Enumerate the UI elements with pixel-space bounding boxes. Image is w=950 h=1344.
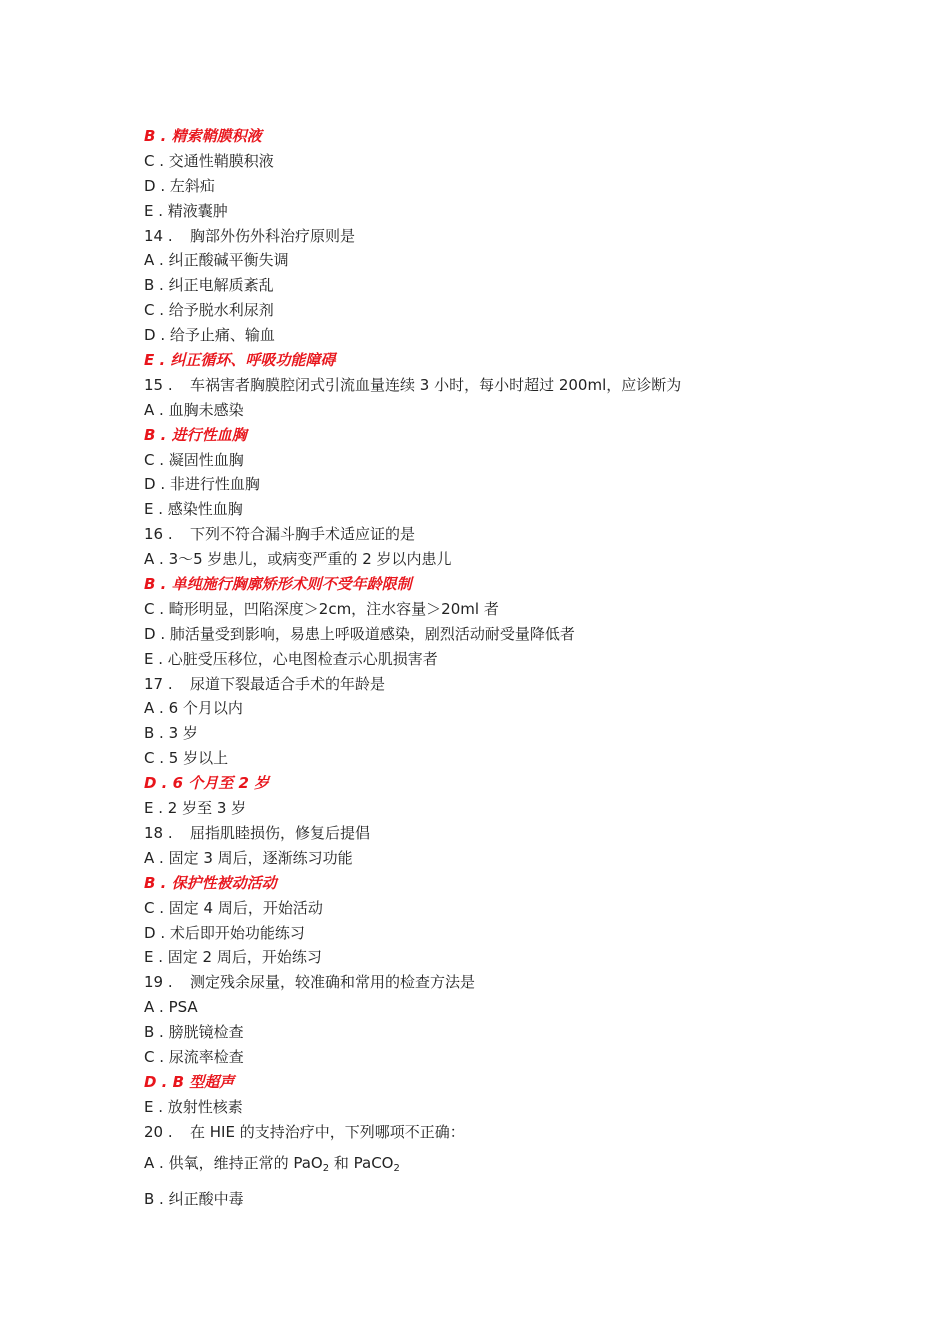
answer-option: D . 给予止痛、输血 <box>144 326 275 345</box>
question-stem <box>144 821 904 846</box>
answer-option: E . 固定 2 周后，开始练习 <box>144 948 322 967</box>
question-stem <box>144 373 904 398</box>
answer-option: C . 畸形明显，凹陷深度＞2cm，注水容量＞20ml 者 <box>144 599 499 618</box>
answer-option: D . 非进行性血胸 <box>144 475 260 494</box>
option-text: 和 PaCO <box>329 1153 394 1172</box>
question-text: 下列不符合漏斗胸手术适应证的是 <box>190 525 416 544</box>
answer-option: E . 感染性血胸 <box>144 500 243 519</box>
question-text: 在 HIE 的支持治疗中，下列哪项不正确： <box>190 1122 465 1141</box>
answer-option: A . 6 个月以内 <box>144 699 243 718</box>
answer-option: E . 心脏受压移位，心电图检查示心肌损害者 <box>144 649 438 668</box>
question-stem <box>144 672 904 697</box>
subscript: 2 <box>393 1162 400 1174</box>
answer-option: D . 术后即开始功能练习 <box>144 923 305 942</box>
subscript: 2 <box>322 1162 330 1174</box>
question-stem <box>144 522 904 547</box>
answer-option: D . 左斜疝 <box>144 176 215 195</box>
answer-option: A . PSA <box>144 998 198 1017</box>
answer-option: C . 给予脱水利尿剂 <box>144 301 274 320</box>
answer-option: E . 放射性核素 <box>144 1097 243 1116</box>
answer-option: B . 膀胱镜检查 <box>144 1023 244 1042</box>
question-number: 14 . <box>144 226 173 245</box>
correct-answer-option: B . 保护性被动活动 <box>144 873 277 892</box>
question-stem <box>144 224 904 249</box>
question-text: 屈指肌睦损伤，修复后提倡 <box>190 823 371 842</box>
answer-option: E . 2 岁至 3 岁 <box>144 799 247 818</box>
answer-option: A . 纠正酸碱平衡失调 <box>144 251 289 270</box>
question-stem <box>144 1120 904 1145</box>
answer-option: D . 肺活量受到影响，易患上呼吸道感染，剧烈活动耐受量降低者 <box>144 624 575 643</box>
question-text: 车祸害者胸膜腔闭式引流血量连续 3 小时，每小时超过 200ml，应诊断为 <box>190 375 682 394</box>
correct-answer-option: B . 进行性血胸 <box>144 425 247 444</box>
answer-option: E . 精液囊肿 <box>144 201 228 220</box>
question-number: 16 . <box>144 525 173 544</box>
question-list <box>144 124 904 1217</box>
answer-option: C . 固定 4 周后，开始活动 <box>144 898 323 917</box>
answer-option: A . 血胸未感染 <box>144 400 244 419</box>
question-text: 尿道下裂最适合手术的年龄是 <box>190 674 386 693</box>
question-number: 17 . <box>144 674 173 693</box>
answer-option: C . 尿流率检查 <box>144 1047 244 1066</box>
question-number: 18 . <box>144 823 173 842</box>
correct-answer-option: D . B 型超声 <box>144 1072 235 1091</box>
answer-option: A . 固定 3 周后，逐渐练习功能 <box>144 848 353 867</box>
answer-option: C . 5 岁以上 <box>144 749 229 768</box>
question-number: 19 . <box>144 973 173 992</box>
question-number: 20 . <box>144 1122 173 1141</box>
question-stem <box>144 970 904 995</box>
question-number: 15 . <box>144 375 173 394</box>
answer-option: C . 凝固性血胸 <box>144 450 244 469</box>
answer-option <box>144 1145 904 1181</box>
question-text: 胸部外伤外科治疗原则是 <box>190 226 356 245</box>
option-text: A . 供氧，维持正常的 PaO <box>144 1153 323 1172</box>
answer-option: A . 3～5 岁患儿，或病变严重的 2 岁以内患儿 <box>144 550 452 569</box>
answer-option: C . 交通性鞘膜积液 <box>144 151 274 170</box>
correct-answer-option: E . 纠正循环、呼吸功能障碍 <box>144 351 336 370</box>
correct-answer-option: D . 6 个月至 2 岁 <box>144 774 270 793</box>
correct-answer-option: B . 精索鞘膜积液 <box>144 127 262 145</box>
answer-option: B . 纠正酸中毒 <box>144 1189 244 1208</box>
answer-option: B . 3 岁 <box>144 724 198 743</box>
correct-answer-option: B . 单纯施行胸廓矫形术则不受年龄限制 <box>144 575 412 594</box>
answer-option: B . 纠正电解质紊乱 <box>144 276 274 295</box>
question-text: 测定残余尿量，较准确和常用的检查方法是 <box>190 973 476 992</box>
